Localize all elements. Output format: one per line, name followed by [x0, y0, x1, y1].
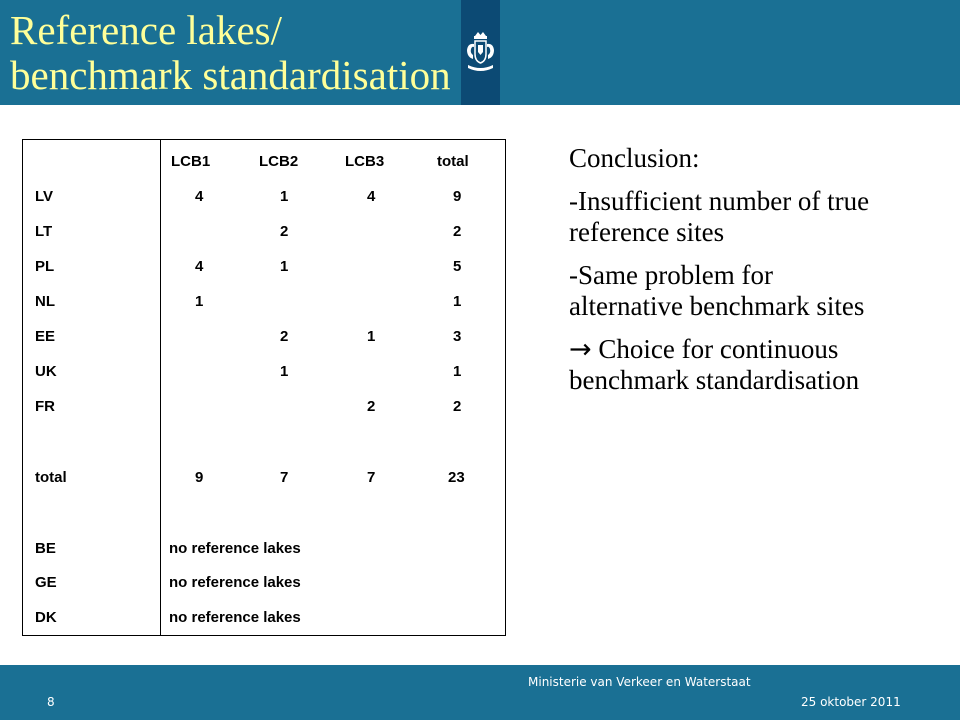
- header-lcb3: LCB3: [345, 153, 385, 170]
- table-cell: 9: [453, 188, 462, 205]
- total-total: 23: [448, 469, 465, 486]
- title-line-1: Reference lakes/: [10, 7, 283, 53]
- total-lcb3: 7: [367, 469, 376, 486]
- table-cell: 2: [280, 328, 289, 345]
- slide-date: 25 oktober 2011: [801, 695, 901, 709]
- total-lcb1: 9: [195, 469, 204, 486]
- table-cell: 1: [195, 293, 204, 310]
- conclusion-point-3-text: Choice for continuous benchmark standardisation: [569, 333, 860, 395]
- header-lcb1: LCB1: [171, 153, 211, 170]
- table-cell: 1: [280, 363, 289, 380]
- total-row-label: total: [35, 469, 67, 486]
- conclusion-point-1: -Insufficient number of true reference sites: [569, 185, 870, 247]
- slide-footer: [0, 665, 960, 720]
- header-total: total: [437, 153, 469, 170]
- table-row-country: NL: [35, 293, 55, 310]
- no-ref-note: no reference lakes: [169, 574, 301, 591]
- ministry-name: Ministerie van Verkeer en Waterstaat: [528, 675, 751, 689]
- header-lcb2: LCB2: [259, 153, 299, 170]
- table-cell: 1: [280, 258, 289, 275]
- table-row-country: FR: [35, 398, 55, 415]
- no-ref-note: no reference lakes: [169, 609, 301, 626]
- conclusion-panel: [569, 143, 889, 408]
- table-row-country: LV: [35, 188, 54, 205]
- table-cell: 4: [195, 258, 204, 275]
- reference-lakes-table: [22, 139, 506, 636]
- arrow-right-icon: →: [569, 333, 592, 365]
- table-cell: 1: [453, 363, 462, 380]
- table-row-country: EE: [35, 328, 56, 345]
- emblem-band: [461, 0, 500, 105]
- no-ref-country: GE: [35, 574, 57, 591]
- slide-title: [10, 8, 451, 98]
- table-cell: 1: [280, 188, 289, 205]
- table-cell: 4: [195, 188, 204, 205]
- page-number: 8: [47, 695, 55, 709]
- no-ref-country: DK: [35, 609, 57, 626]
- table-row-country: LT: [35, 223, 53, 240]
- conclusion-heading: Conclusion:: [569, 143, 700, 173]
- conclusion-point-2: -Same problem for alternative benchmark sites: [569, 259, 865, 321]
- table-cell: 2: [367, 398, 376, 415]
- table-cell: 1: [367, 328, 376, 345]
- table-cell: 1: [453, 293, 462, 310]
- table-cell: 2: [453, 223, 462, 240]
- table-cell: 3: [453, 328, 462, 345]
- coat-of-arms-icon: [461, 30, 500, 78]
- table-row-country: PL: [35, 258, 55, 275]
- table-divider: [160, 140, 161, 635]
- table-cell: 2: [280, 223, 289, 240]
- table-cell: 2: [453, 398, 462, 415]
- table-cell: 4: [367, 188, 376, 205]
- table-cell: 5: [453, 258, 462, 275]
- no-ref-country: BE: [35, 540, 56, 557]
- title-line-2: benchmark standardisation: [10, 52, 451, 98]
- total-lcb2: 7: [280, 469, 289, 486]
- no-ref-note: no reference lakes: [169, 540, 301, 557]
- conclusion-point-3: [569, 334, 889, 397]
- table-row-country: UK: [35, 363, 57, 380]
